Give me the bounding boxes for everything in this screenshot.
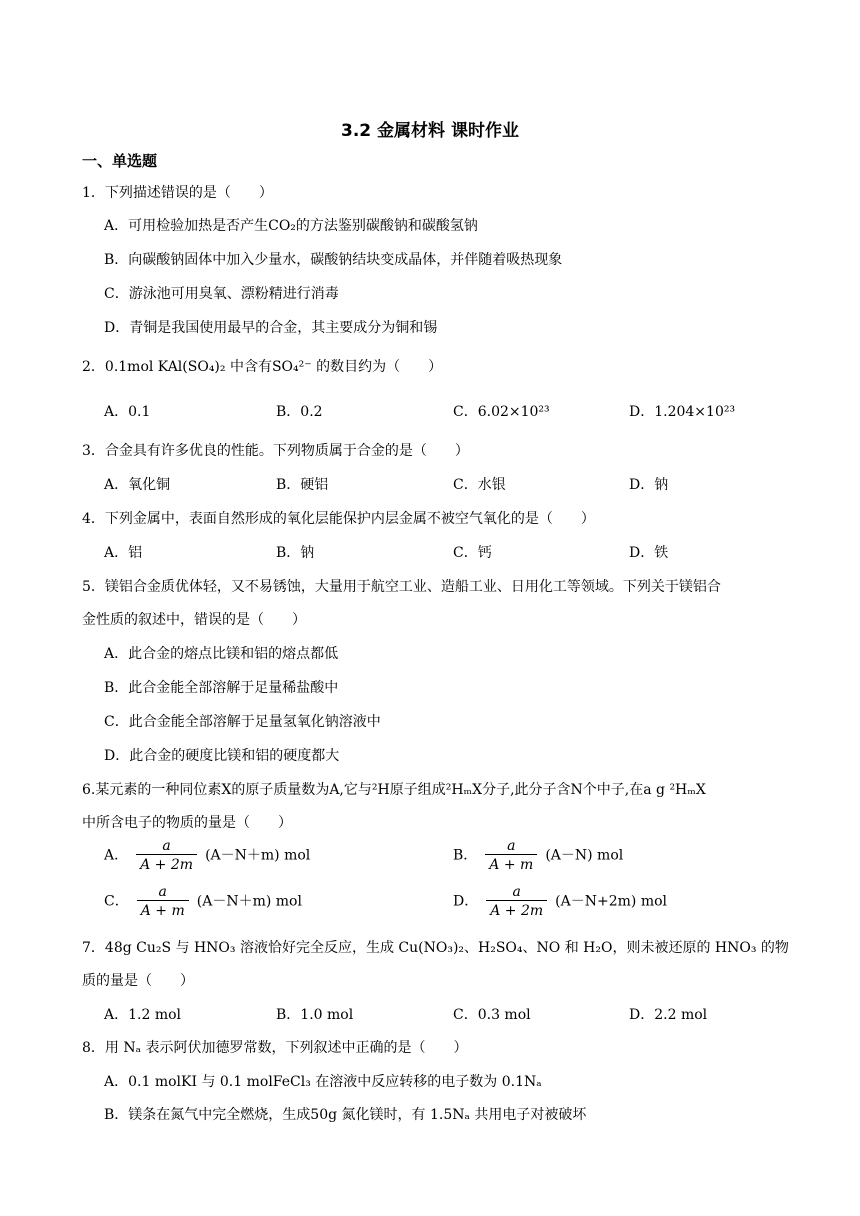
question-2-option-b: B．0.2 xyxy=(276,404,323,420)
question-6-stem-line-2: 中所含电子的物质的量是（ ） xyxy=(82,815,292,831)
question-3-option-a: A．氧化铜 xyxy=(104,477,171,493)
document-title: 3.2 金属材料 课时作业 xyxy=(341,121,519,141)
question-1-stem: 1．下列描述错误的是（ ） xyxy=(82,185,273,201)
question-3-option-c: C．水银 xyxy=(453,477,506,493)
fraction: $\frac{a}{A + m}$ xyxy=(137,884,189,919)
question-6-stem-line-1: 6.某元素的一种同位素X的原子质量数为A,它与²H原子组成²HₘX分子,此分子含N个中子,在a g ²HₘX xyxy=(82,782,706,798)
fraction: $\frac{a}{A + 2m}$ xyxy=(136,838,197,873)
section-heading: 一、单选题 xyxy=(82,152,158,170)
question-7-stem-line-2: 质的量是（ ） xyxy=(82,973,194,989)
question-7-option-b: B．1.0 mol xyxy=(276,1007,354,1023)
question-6-option-b: B． $\frac{a}{A + m}$ (A－N) mol xyxy=(453,838,624,873)
question-5-option-d: D．此合金的硬度比镁和铝的硬度都大 xyxy=(104,748,340,764)
question-5-option-a: A．此合金的熔点比镁和铝的熔点都低 xyxy=(104,646,339,662)
question-4-option-b: B．钠 xyxy=(276,545,315,561)
question-5-stem-line-1: 5．镁铝合金质优体轻，又不易锈蚀，大量用于航空工业、造船工业、日用化工等领域。下列关于镁铝合 xyxy=(82,579,721,595)
question-2-stem: 2．0.1mol KAl(SO₄)₂ 中含有SO₄²⁻ 的数目约为（ ） xyxy=(82,359,443,375)
question-7-option-d: D．2.2 mol xyxy=(629,1007,708,1023)
question-5-option-c: C．此合金能全部溶解于足量氢氧化钠溶液中 xyxy=(104,714,381,730)
question-6-option-d: D． $\frac{a}{A + 2m}$ (A－N+2m) mol xyxy=(453,884,668,919)
question-1-option-b: B．向碳酸钠固体中加入少量水，碳酸钠结块变成晶体，并伴随着吸热现象 xyxy=(104,252,563,268)
question-1-option-a: A．可用检验加热是否产生CO₂的方法鉴别碳酸钠和碳酸氢钠 xyxy=(104,218,478,234)
question-4-option-c: C．钙 xyxy=(453,545,492,561)
question-2-option-a: A．0.1 xyxy=(104,404,151,420)
question-3-stem: 3．合金具有许多优良的性能。下列物质属于合金的是（ ） xyxy=(82,443,469,459)
question-7-option-c: C．0.3 mol xyxy=(453,1007,531,1023)
question-5-stem-line-2: 金性质的叙述中，错误的是（ ） xyxy=(82,612,306,628)
question-8-stem: 8．用 Nₐ 表示阿伏加德罗常数，下列叙述中正确的是（ ） xyxy=(82,1040,468,1056)
question-1-option-d: D．青铜是我国使用最早的合金，其主要成分为铜和锡 xyxy=(104,320,438,336)
question-4-option-a: A．铝 xyxy=(104,545,143,561)
question-4-stem: 4．下列金属中，表面自然形成的氧化层能保护内层金属不被空气氧化的是（ ） xyxy=(82,511,595,527)
question-3-option-b: B．硬铝 xyxy=(276,477,329,493)
question-8-option-a: A．0.1 molKI 与 0.1 molFeCl₃ 在溶液中反应转移的电子数为 0.1Nₐ xyxy=(104,1074,542,1090)
question-5-option-b: B．此合金能全部溶解于足量稀盐酸中 xyxy=(104,680,339,696)
question-7-stem-line-1: 7．48g Cu₂S 与 HNO₃ 溶液恰好完全反应，生成 Cu(NO₃)₂、H₂SO₄、NO 和 H₂O，则未被还原的 HNO₃ 的物 xyxy=(82,940,789,956)
question-2-option-c: C．6.02×10²³ xyxy=(453,404,550,420)
question-4-option-d: D．铁 xyxy=(629,545,669,561)
question-7-option-a: A．1.2 mol xyxy=(104,1007,182,1023)
question-8-option-b: B．镁条在氮气中完全燃烧，生成50g 氮化镁时，有 1.5Nₐ 共用电子对被破坏 xyxy=(104,1107,587,1123)
question-2-option-d: D．1.204×10²³ xyxy=(629,404,736,420)
question-3-option-d: D．钠 xyxy=(629,477,669,493)
fraction: $\frac{a}{A + m}$ xyxy=(485,838,537,873)
fraction: $\frac{a}{A + 2m}$ xyxy=(486,884,547,919)
question-6-option-a: A． $\frac{a}{A + 2m}$ (A－N＋m) mol xyxy=(104,838,311,873)
question-1-option-c: C．游泳池可用臭氧、漂粉精进行消毒 xyxy=(104,286,339,302)
question-6-option-c: C． $\frac{a}{A + m}$ (A－N＋m) mol xyxy=(104,884,302,919)
